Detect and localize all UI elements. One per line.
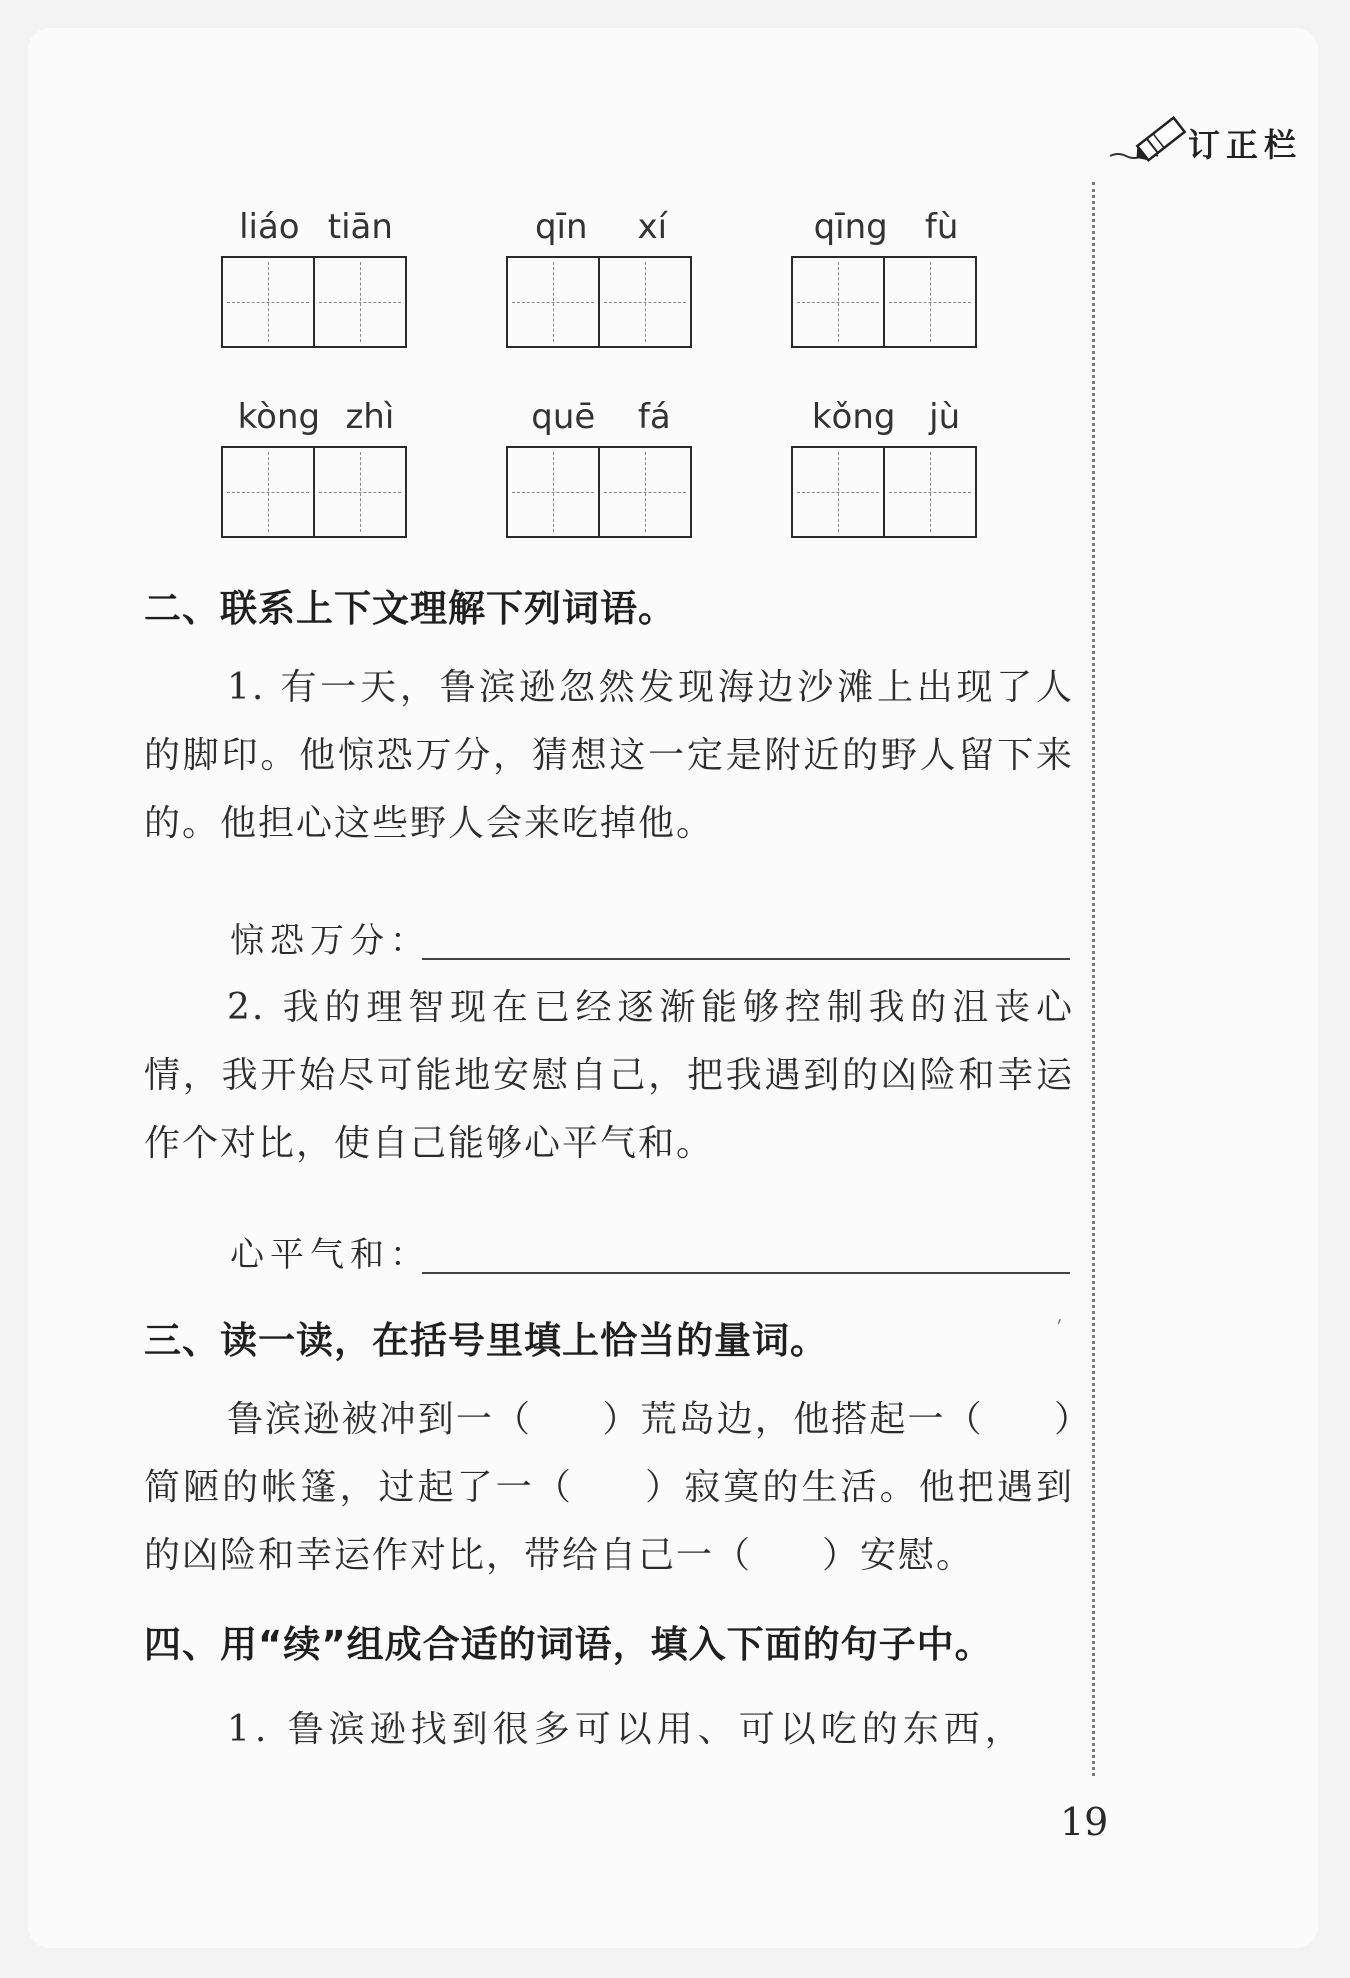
pinyin-label: [221, 200, 411, 254]
answer-row-2: [230, 1222, 1070, 1282]
pinyin-word-3: [791, 200, 981, 348]
passage-segment: ）简陋的帐篷，过起了一（: [144, 1399, 1074, 1508]
char-box[interactable]: [223, 448, 313, 536]
char-box[interactable]: [313, 258, 405, 346]
pinyin-syllable: quē: [531, 397, 596, 437]
pinyin-word-1: [221, 200, 411, 348]
pinyin-syllable: liáo: [239, 207, 300, 247]
page-number: 19: [1060, 1800, 1109, 1844]
answer-line[interactable]: [422, 958, 1070, 960]
passage-segment: ）安慰。: [822, 1535, 975, 1576]
char-box[interactable]: [793, 258, 883, 346]
section4-item1-text: 1. 鲁滨逊找到很多可以用、可以吃的东西，: [227, 1709, 1026, 1750]
pinyin-syllable: fá: [637, 397, 671, 437]
pinyin-label: [791, 390, 981, 444]
char-box[interactable]: [883, 258, 975, 346]
answer-row-1: [230, 908, 1070, 968]
pinyin-syllable: tiān: [327, 207, 393, 247]
pinyin-word-4: [221, 390, 411, 538]
pinyin-word-5: [506, 390, 696, 538]
section2-item2-text: 2. 我的理智现在已经逐渐能够控制我的沮丧心情，我开始尽可能地安慰自己，把我遇到的凶险和幸运作个对比，使自己能够心平气和。: [144, 987, 1074, 1164]
pinyin-syllable: kòng: [237, 397, 321, 437]
pinyin-syllable: fù: [924, 207, 959, 247]
pinyin-word-6: [791, 390, 981, 538]
pinyin-syllable: jù: [929, 397, 961, 437]
char-box[interactable]: [883, 448, 975, 536]
correction-column-label: 订正栏: [1188, 126, 1303, 164]
section2-item1-text: 1. 有一天，鲁滨逊忽然发现海边沙滩上出现了人的脚印。他惊恐万分，猜想这一定是附近的野人留下来的。他担心这些野人会来吃掉他。: [144, 667, 1074, 844]
char-box[interactable]: [793, 448, 883, 536]
char-box[interactable]: [313, 448, 405, 536]
char-box[interactable]: [223, 258, 313, 346]
writing-grid[interactable]: [791, 256, 977, 348]
char-box[interactable]: [508, 448, 598, 536]
char-box[interactable]: [598, 258, 690, 346]
answer-line[interactable]: [422, 1272, 1070, 1274]
passage-segment: 鲁滨逊被冲到一（: [227, 1399, 533, 1440]
pinyin-syllable: zhì: [345, 397, 395, 437]
pinyin-label: [791, 200, 981, 254]
writing-grid[interactable]: [791, 446, 977, 538]
pinyin-word-2: [506, 200, 696, 348]
pinyin-label: [221, 390, 411, 444]
pinyin-syllable: kǒng: [811, 397, 896, 437]
section4-heading: 四、用“续”组成合适的词语，填入下面的句子中。: [144, 1623, 993, 1666]
pinyin-syllable: qīn: [534, 207, 588, 247]
answer-label: 惊恐万分：: [230, 921, 430, 961]
section2-heading: 二、联系上下文理解下列词语。: [144, 587, 676, 630]
correction-column-divider: [1092, 182, 1095, 1776]
passage-segment: ）荒岛边，他搭起一（: [602, 1399, 984, 1440]
answer-label: 心平气和：: [230, 1235, 430, 1275]
stray-mark: ˊ: [1052, 1316, 1071, 1345]
pinyin-syllable: qīng: [813, 207, 888, 247]
passage-segment: ）寂寞的生活。他把遇到的凶险和幸运作对比，带给自己一（: [144, 1467, 1074, 1576]
pencil-eraser-icon: [1108, 112, 1194, 168]
section3-heading: 三、读一读，在括号里填上恰当的量词。: [144, 1319, 828, 1362]
section3-passage: [144, 1386, 1074, 1590]
pinyin-label: [506, 200, 696, 254]
writing-grid[interactable]: [221, 446, 407, 538]
writing-grid[interactable]: [506, 446, 692, 538]
pinyin-syllable: xí: [637, 207, 668, 247]
pinyin-label: [506, 390, 696, 444]
correction-column-header: [1108, 112, 1308, 172]
writing-grid[interactable]: [221, 256, 407, 348]
char-box[interactable]: [598, 448, 690, 536]
char-box[interactable]: [508, 258, 598, 346]
writing-grid[interactable]: [506, 256, 692, 348]
